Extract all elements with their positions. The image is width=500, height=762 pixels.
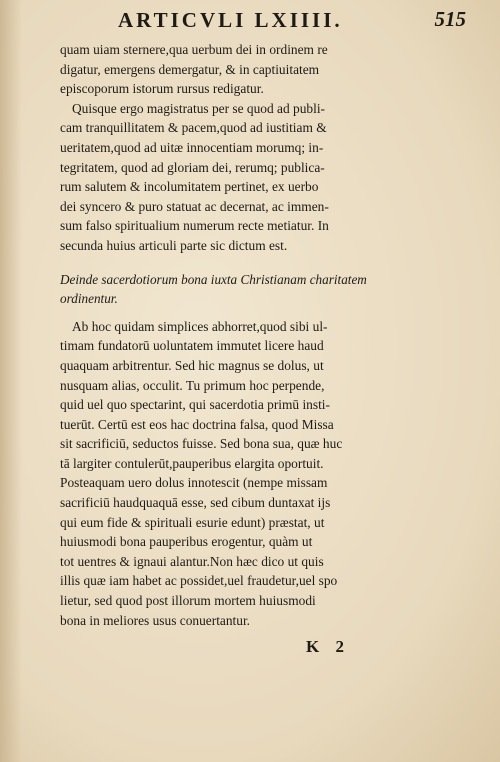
text-line: ueritatem,quod ad uitæ innocentiam morumq; in- xyxy=(60,139,324,155)
signature-mark: K 2 xyxy=(306,637,350,656)
paragraph-3 xyxy=(60,317,460,631)
text-line: cam tranquillitatem & pacem,quod ad iustitiam & xyxy=(60,120,327,136)
text-line: tegritatem, quod ad gloriam dei, rerumq; publica- xyxy=(60,159,325,175)
text-line: quaquam arbitrentur. Sed hic magnus se dolus, ut xyxy=(60,357,324,373)
paragraph-1 xyxy=(60,40,460,99)
text-line: Quisque ergo magistratus per se quod ad publi- xyxy=(72,100,326,116)
text-line: lietur, sed quod post illorum mortem huiusmodi xyxy=(60,593,316,609)
text-line: sit sacrificiū, seductos fuisse. Sed bona sua, quæ huc xyxy=(60,436,343,452)
text-line: bona in meliores usus conuertantur. xyxy=(60,612,251,628)
text-line: quid uel quo spectarint, qui sacerdotia primū insti- xyxy=(60,397,330,413)
text-line: tā largiter contulerūt,pauperibus elargita oportuit. xyxy=(60,455,324,471)
text-line: huiusmodi bona pauperibus erogentur, quàm ut xyxy=(60,534,313,550)
text-line: rum salutem & incolumitatem pertinet, ex uerbo xyxy=(60,179,319,195)
text-line: digatur, emergens demergatur, & in captiuitatem xyxy=(60,61,320,77)
running-title: ARTICVLI LXIIII. xyxy=(118,8,343,32)
section-gap xyxy=(60,309,460,317)
text-line: dei syncero & puro statuat ac decernat, ac immen- xyxy=(60,198,329,214)
body-text xyxy=(60,40,460,630)
section-gap xyxy=(60,256,460,270)
text-line: tuerūt. Certū est eos hac doctrina falsa, quod Missa xyxy=(60,416,334,432)
text-line: sum falso spiritualium numerum recte metiatur. In xyxy=(60,218,329,234)
quote-line: ordinentur. xyxy=(60,291,118,307)
text-line: illis quæ iam habet ac possidet,uel fraudetur,uel spo xyxy=(60,573,338,589)
text-line: qui eum fide & spirituali esurie edunt) præstat, ut xyxy=(60,514,325,530)
quote-line: Deinde sacerdotiorum bona iuxta Christianam charitatem xyxy=(60,271,367,287)
text-line: Ab hoc quidam simplices abhorret,quod sibi ul- xyxy=(72,318,328,334)
text-line: secunda huius articuli parte sic dictum est. xyxy=(60,237,288,253)
paragraph-2 xyxy=(60,99,460,256)
text-line: quam uiam sternere,qua uerbum dei in ordinem re xyxy=(60,42,328,57)
page-header xyxy=(60,8,470,38)
page-number: 515 xyxy=(434,7,466,31)
text-line: sacrificiū haudquaquā esse, sed cibum duntaxat ijs xyxy=(60,495,331,511)
page-gutter-shadow xyxy=(0,0,22,762)
text-line: Posteaquam uero dolus innotescit (nempe missam xyxy=(60,475,328,491)
text-line: tot uentres & ignaui alantur.Non hæc dico ut quis xyxy=(60,553,324,569)
text-line: nusquam alias, occulit. Tu primum hoc perpende, xyxy=(60,377,325,393)
text-line: episcoporum istorum rursus redigatur. xyxy=(60,81,264,97)
article-quote-heading xyxy=(60,270,460,309)
text-line: timam fundatorū uoluntatem immutet licere haud xyxy=(60,338,324,354)
